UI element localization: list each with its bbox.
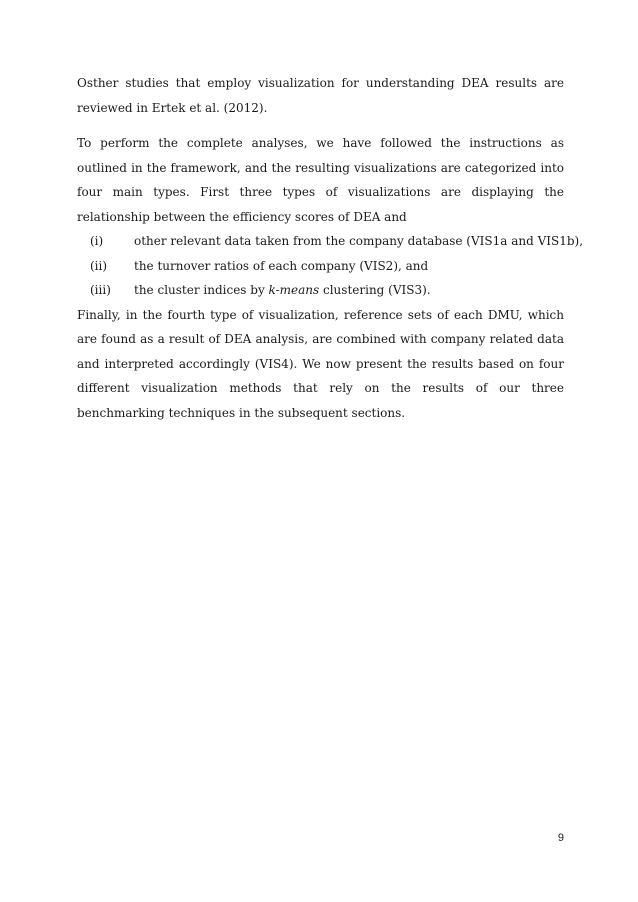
list-item-text: the turnover ratios of each company (VIS2), and	[134, 258, 429, 273]
list-item-text: other relevant data taken from the company database (VIS1a and VIS1b),	[134, 234, 584, 248]
list-item-text-emphasis: k-means	[268, 283, 320, 297]
list-item-text-after: clustering (VIS3).	[319, 283, 431, 297]
list-item-number: (i)	[90, 234, 104, 248]
visualization-types-list	[77, 229, 584, 303]
list-item	[77, 229, 584, 254]
list-item-number: (ii)	[90, 258, 108, 273]
paragraph-intro-text: Osther studies that employ visualization for understanding DEA results are reviewed in Ertek et al. (2012).	[77, 76, 564, 115]
paragraph-main-block	[77, 131, 584, 425]
list-item	[77, 278, 564, 303]
page-number: 9	[557, 832, 564, 844]
paragraph-closing-text: Finally, in the fourth type of visualization, reference sets of each DMU, which are found as a result of DEA analysis, are combined with company related data and interpreted accordingly (VIS4). We now present the results based on four different visualization methods that rely on the results of our three benchmarking techniques in the subsequent sections.	[77, 307, 564, 420]
paragraph-intro	[77, 71, 564, 120]
list-item-number: (iii)	[90, 283, 111, 297]
paragraph-main-text: To perform the complete analyses, we have followed the instructions as outlined in the framework, and the resulting visualizations are categorized into four main types. First three types of visualizations are displaying the relationship between the efficiency scores of DEA and	[77, 136, 564, 224]
list-item	[77, 254, 564, 279]
list-item-text-before: the cluster indices by	[134, 283, 269, 297]
